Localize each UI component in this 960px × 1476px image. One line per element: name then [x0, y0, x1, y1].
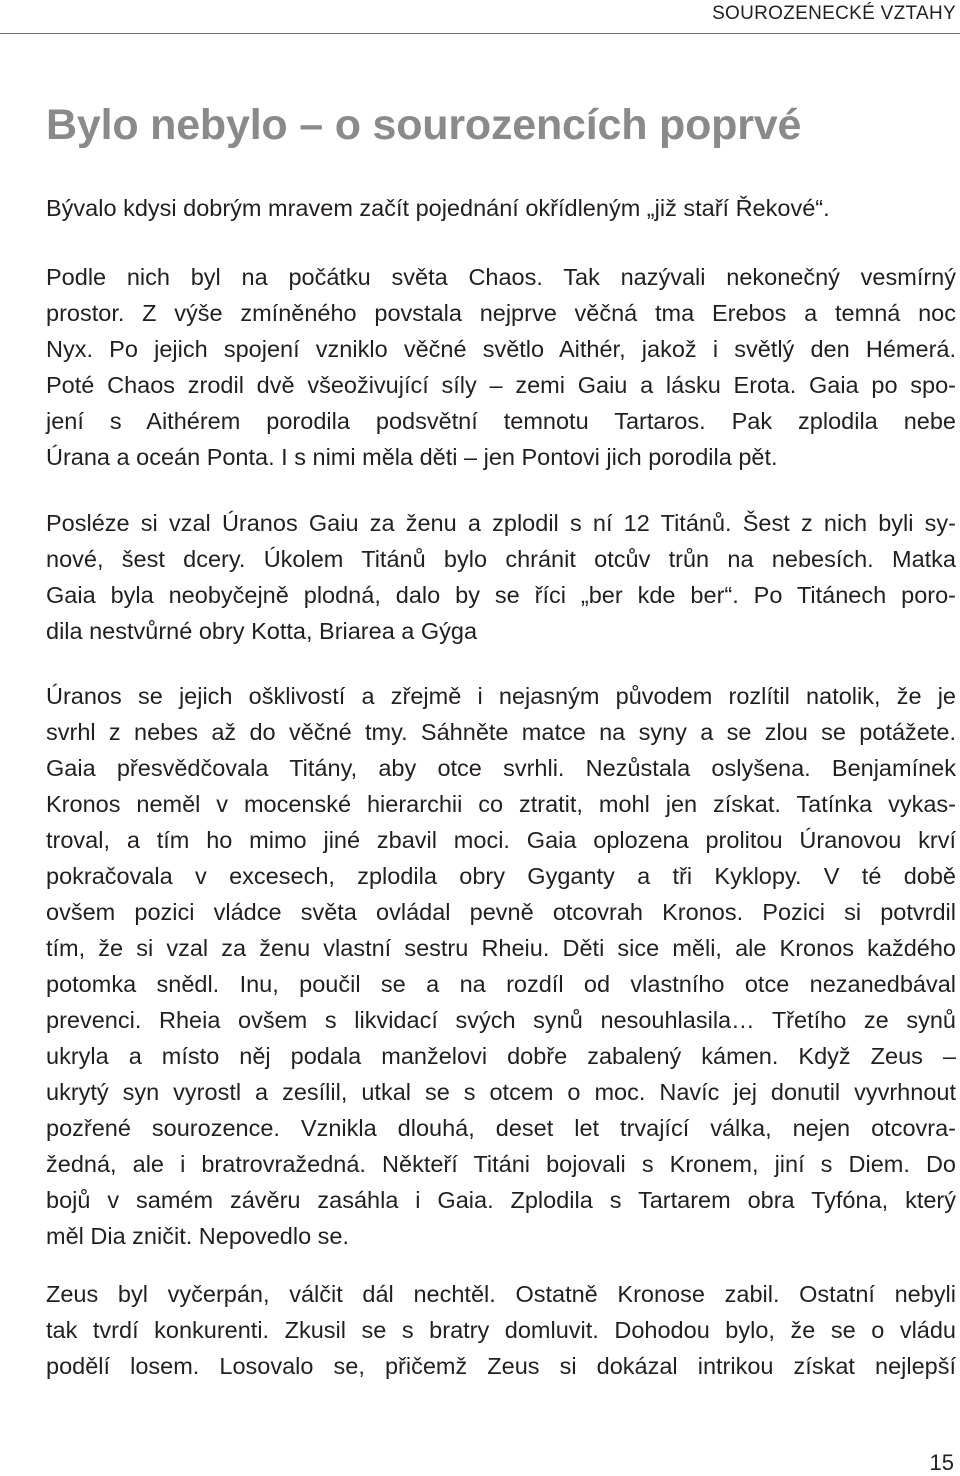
text-line: potomka snědl. Inu, poučil se a na rozdíl od vlastního otce nezanedbával	[46, 971, 956, 997]
text-line: ovšem pozici vládce světa ovládal pevně otcovrah Kronos. Pozici si potvrdil	[46, 899, 956, 925]
paragraph-2	[46, 259, 956, 475]
text-line: tím, že si vzal za ženu vlastní sestru Rheiu. Děti sice měli, ale Kronos každého	[46, 935, 956, 961]
text-line: dila nestvůrné obry Kotta, Briarea a Gýga	[46, 618, 478, 644]
text-line: pokračovala v excesech, zplodila obry Gyganty a tři Kyklopy. V té době	[46, 863, 956, 889]
text-line: Úrana a oceán Ponta. I s nimi měla děti – jen Pontovi jich porodila pět.	[46, 444, 778, 470]
text-line: Podle nich byl na počátku světa Chaos. Tak nazývali nekonečný vesmírný	[46, 264, 956, 290]
paragraph-3	[46, 505, 956, 649]
text-line: Zeus byl vyčerpán, válčit dál nechtěl. Ostatně Kronose zabil. Ostatní nebyli	[46, 1281, 956, 1307]
text-line: Poté Chaos zrodil dvě všeoživující síly – zemi Gaiu a lásku Erota. Gaia po spo-	[46, 372, 956, 398]
text-line: podělí losem. Losovalo se, přičemž Zeus si dokázal intrikou získat nejlepší	[46, 1353, 956, 1379]
text-line: prevenci. Rheia ovšem s likvidací svých synů nesouhlasila… Třetího ze synů	[46, 1007, 956, 1033]
text-line: Gaia přesvědčovala Titány, aby otce svrhli. Nezůstala oslyšena. Benjamínek	[46, 755, 956, 781]
text-line: Kronos neměl v mocenské hierarchii co ztratit, mohl jen získat. Tatínka vykas-	[46, 791, 956, 817]
text-line: tak tvrdí konkurenti. Zkusil se s bratry domluvit. Dohodou bylo, že se o vládu	[46, 1317, 956, 1343]
text-line: měl Dia zničit. Nepovedlo se.	[46, 1223, 350, 1249]
header-rule	[0, 33, 960, 34]
paragraph-1	[46, 190, 956, 226]
text-line: jení s Aithérem porodila podsvětní temnotu Tartaros. Pak zplodila nebe	[46, 408, 956, 434]
page-number: 15	[929, 1450, 954, 1475]
paragraph-4	[46, 678, 956, 1254]
text-line: žedná, ale i bratrovražedná. Někteří Titáni bojovali s Kronem, jiní s Diem. Do	[46, 1151, 956, 1177]
text-line: troval, a tím ho mimo jiné zbavil moci. Gaia oplozena prolitou Úranovou krví	[46, 827, 956, 853]
running-head: SOUROZENECKÉ VZTAHY	[712, 3, 956, 24]
text-line: Nyx. Po jejich spojení vzniklo věčné světlo Aithér, jakož i světlý den Hémerá.	[46, 336, 956, 362]
text-line: svrhl z nebes až do věčné tmy. Sáhněte matce na syny a se zlou se potážete.	[46, 719, 956, 745]
text-line: ukryla a místo něj podala manželovi dobře zabalený kámen. Když Zeus –	[46, 1043, 956, 1069]
text-line: Posléze si vzal Úranos Gaiu za ženu a zplodil s ní 12 Titánů. Šest z nich byli sy-	[46, 510, 956, 536]
text-line: nové, šest dcery. Úkolem Titánů bylo chránit otcův trůn na nebesích. Matka	[46, 546, 956, 572]
chapter-title: Bylo nebylo – o sourozencích poprvé	[46, 101, 802, 149]
text-line: Bývalo kdysi dobrým mravem začít pojednání okřídleným „již staří Řekové“.	[46, 195, 830, 221]
text-line: ukrytý syn vyrostl a zesílil, utkal se s otcem o moc. Navíc jej donutil vyvrhnout	[46, 1079, 956, 1105]
text-line: Gaia byla neobyčejně plodná, dalo by se říci „ber kde ber“. Po Titánech poro-	[46, 582, 956, 608]
text-line: bojů v samém závěru zasáhla i Gaia. Zplodila s Tartarem obra Tyfóna, který	[46, 1187, 956, 1213]
paragraph-5	[46, 1276, 956, 1384]
text-line: Úranos se jejich ošklivostí a zřejmě i nejasným původem rozlítil natolik, že je	[46, 683, 956, 709]
text-line: pozřené sourozence. Vznikla dlouhá, deset let trvající válka, nejen otcovra-	[46, 1115, 956, 1141]
text-line: prostor. Z výše zmíněného povstala nejprve věčná tma Erebos a temná noc	[46, 300, 956, 326]
